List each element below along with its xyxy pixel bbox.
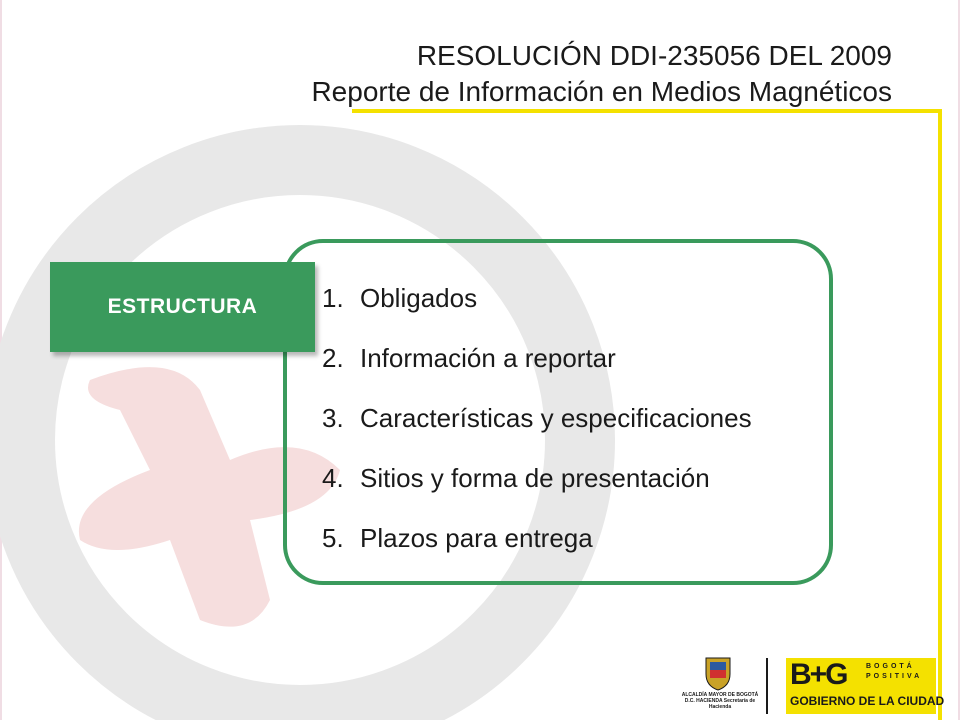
list-item-label: Características y especificaciones [360, 402, 752, 433]
section-tab-label: ESTRUCTURA [107, 295, 258, 318]
title-line-2: Reporte de Información en Medios Magnéticos [311, 76, 892, 107]
bog-subtitle: GOBIERNO DE LA CIUDAD [790, 694, 945, 708]
list-item-label: Obligados [360, 282, 478, 313]
alcaldia-logo-text: ALCALDÍA MAYOR DE BOGOTÁ D.C. HACIENDA Secretaría de Hacienda [681, 692, 759, 710]
list-item [322, 268, 752, 328]
list-item-number: 1. [322, 282, 344, 313]
list-item-label: Información a reportar [360, 342, 616, 373]
bog-wordmark: B+G [790, 658, 847, 691]
list-item-number: 3. [322, 402, 344, 433]
title-block [311, 38, 892, 110]
list-item-number: 5. [322, 522, 344, 553]
structure-list [322, 268, 752, 568]
list-item-label: Sitios y forma de presentación [360, 462, 710, 493]
section-tab [50, 262, 315, 352]
title-line-1: RESOLUCIÓN DDI-235056 DEL 2009 [416, 40, 892, 71]
footer-logos [680, 652, 945, 718]
list-item [322, 328, 752, 388]
list-item-label: Plazos para entrega [360, 522, 593, 553]
coat-of-arms-icon [700, 654, 736, 692]
list-item [322, 448, 752, 508]
bog-tagline: BOGOTÁ POSITIVA [866, 663, 923, 680]
list-item [322, 508, 752, 568]
list-item-number: 2. [322, 342, 344, 373]
list-item [322, 388, 752, 448]
logo-divider [766, 658, 768, 714]
bogota-positiva-logo [786, 658, 945, 714]
list-item-number: 4. [322, 462, 344, 493]
